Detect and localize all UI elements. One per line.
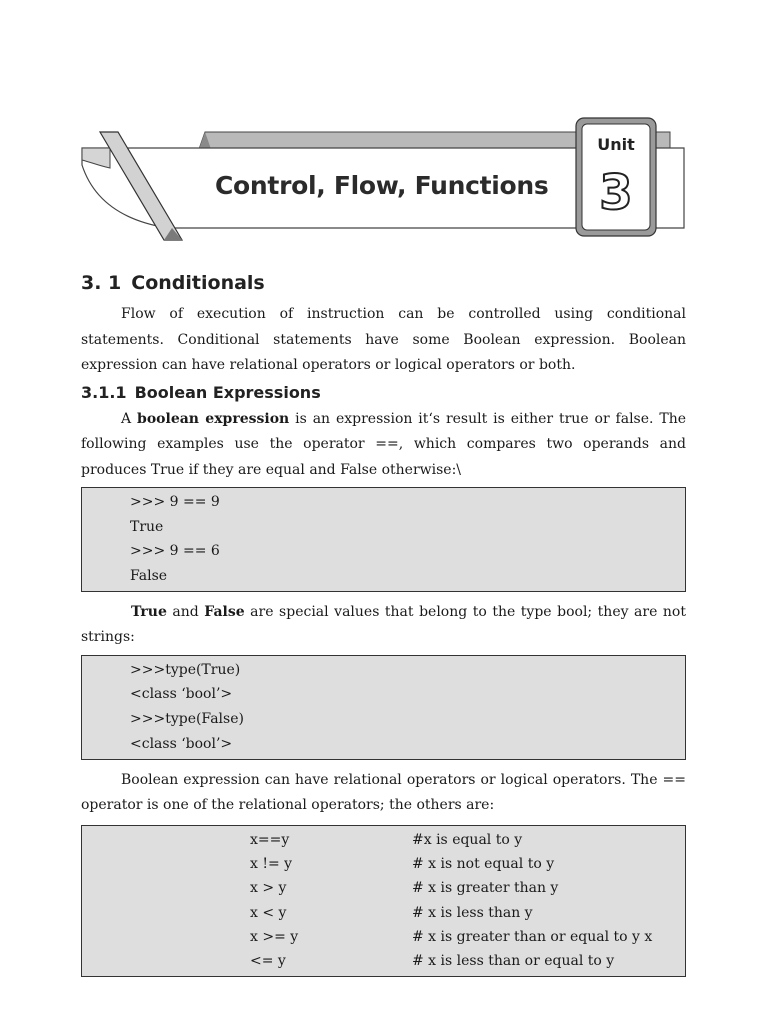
chapter-banner — [0, 0, 768, 260]
operator-row — [82, 949, 685, 973]
subsection-number: 3.1.1 — [81, 382, 127, 402]
operator-comment: # x is less than or equal to y — [412, 953, 615, 970]
unit-label: Unit — [597, 135, 635, 154]
code-line: <class ‘bool’> — [130, 686, 233, 703]
operator-expr: <= y — [250, 953, 286, 970]
operator-comment: #x is equal to y — [412, 831, 523, 848]
subsection-heading — [81, 379, 686, 407]
operator-comment: # x is less than y — [412, 904, 533, 921]
subsection-title: Boolean Expressions — [134, 382, 321, 402]
operator-comment: # x is not equal to y — [412, 855, 555, 872]
operator-expr: x >= y — [250, 929, 299, 946]
code-line: False — [130, 568, 168, 585]
boolean-paragraph — [81, 407, 686, 484]
operator-expr: x != y — [250, 855, 293, 872]
operator-row — [82, 901, 685, 925]
relational-paragraph: Boolean expression can have relational operators or logical operators. The == operator is one of the relational operators; the others are: — [81, 771, 686, 813]
code-line: >>> 9 == 9 — [130, 494, 220, 510]
para2-bold-false: False — [204, 603, 245, 620]
code-block-equality — [81, 487, 686, 592]
para1-rest: is an expression it‘s result is either true or false. The following examples use the operator ==, which compares two operands and produces True if they are equal and False otherwise:\ — [81, 410, 687, 478]
para2-rest: are special values that belong to the type bool; they are not strings: — [81, 603, 686, 646]
operator-row — [82, 828, 685, 852]
code-block-type — [81, 655, 686, 760]
operator-expr: x > y — [250, 880, 287, 897]
para2-bold-true: True — [131, 603, 167, 620]
unit-number: 3 — [599, 165, 633, 221]
para1-bold: boolean expression — [137, 410, 290, 427]
operator-row — [82, 852, 685, 876]
operator-row — [82, 925, 685, 949]
chapter-title: Control, Flow, Functions — [215, 171, 549, 200]
section-heading — [81, 268, 686, 298]
para1-start: A — [121, 410, 138, 427]
section-title: Conditionals — [131, 272, 265, 294]
code-line: <class ‘bool’> — [130, 735, 233, 752]
operator-comment: # x is greater than or equal to y x — [412, 929, 653, 946]
page-content — [81, 268, 686, 977]
operator-expr: x < y — [250, 904, 287, 921]
para2-mid: and — [166, 603, 205, 620]
code-line: >>>type(True) — [130, 661, 241, 678]
bool-type-paragraph — [81, 600, 686, 651]
code-line: >>> 9 == 6 — [130, 543, 220, 560]
operator-expr: x==y — [250, 831, 290, 848]
operators-table — [81, 825, 686, 977]
section-number: 3. 1 — [81, 272, 122, 294]
code-line: True — [130, 518, 164, 535]
operator-comment: # x is greater than y — [412, 880, 559, 897]
code-line: >>>type(False) — [130, 711, 244, 728]
operator-row — [82, 876, 685, 900]
section-intro: Flow of execution of instruction can be controlled using conditional statements. Conditional statements have some Boolean expression. Boolean expression can have relational operators or logical operators or both. — [81, 306, 686, 373]
